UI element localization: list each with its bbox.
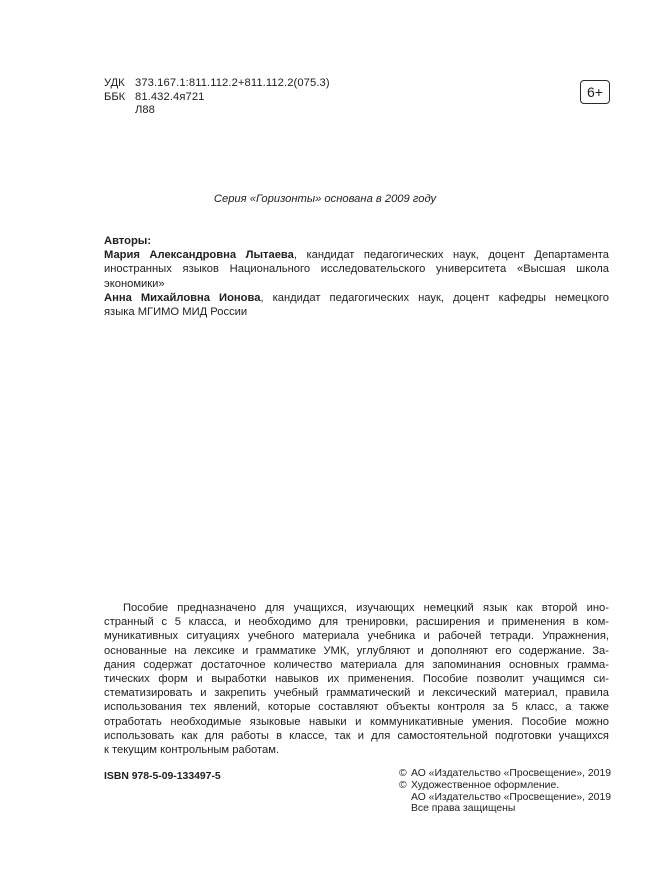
- author1-line3: экономики»: [104, 277, 165, 290]
- bbk-value: 81.432.4я721: [135, 90, 205, 103]
- authors-heading: Авторы:: [104, 235, 152, 247]
- annotation-line: дания содержат достаточное количество материала для запоминания основных граммa-: [104, 658, 609, 671]
- authors-block: [104, 234, 609, 319]
- annotation-line: использовать как для работы в классе, так и для самостоятельной подготовки учащихся: [104, 729, 609, 742]
- series-note: Серия «Горизонты» основана в 2009 году: [213, 193, 437, 205]
- annotation-line: Пособие предназначено для учащихся, изучающих немецкий язык как второй ино-: [123, 602, 609, 614]
- author1-line2: иностранных языков Национального исследовательского университета «Высшая школа: [104, 263, 609, 276]
- annotation-paragraph: [104, 601, 609, 757]
- isbn-label: ISBN: [104, 771, 129, 782]
- udk-label: УДК: [104, 77, 125, 89]
- udk-row: [104, 77, 330, 91]
- copyright-icon: ©: [399, 768, 407, 779]
- copyright-text-3: АО «Издательство «Просвещение», 2019: [411, 791, 612, 803]
- author2-description: , кандидат педагогических наук, доцент кафедры немецкого: [260, 291, 609, 304]
- annotation-line: тических форм и выработки навыков их применения. Пособие позволит учащимся си-: [104, 673, 609, 686]
- isbn-value: 978-5-09-133497-5: [131, 771, 221, 782]
- annotation-line: к текущим контрольным работам.: [104, 744, 280, 757]
- author2-name: Анна Михайловна Ионова: [104, 291, 261, 304]
- annotation-line: муникативных ситуациях учебного материала учебника и рабочей тетради. Упражнения,: [104, 630, 609, 643]
- copyright-icon: ©: [399, 779, 407, 791]
- classification-block: [104, 77, 330, 118]
- copyright-text-4: Все права защищены: [411, 803, 516, 815]
- author-mark: Л88: [135, 104, 155, 117]
- author1-name: Мария Александровна Лытаева: [104, 249, 294, 262]
- author2-line2: языка МГИМО МИД России: [104, 306, 248, 319]
- annotation-line: отработать необходимые языковые навыки и коммуникативные умения. Пособие можно: [104, 715, 609, 728]
- isbn: [104, 770, 221, 784]
- annotation-line: стематизировать и закрепить учебный грамматический и лексический материал, правила: [104, 687, 609, 700]
- bbk-label: ББК: [104, 90, 126, 103]
- author2-line1: [104, 291, 609, 305]
- copyright-line: [399, 780, 611, 792]
- copyright-text-1: АО «Издательство «Просвещение», 2019: [411, 768, 612, 779]
- bbk-row: [104, 91, 330, 105]
- author1-description: , кандидат педагогических наук, доцент Департамента: [293, 249, 609, 262]
- annotation-line: основанные на лексике и грамматике УМК, углубляют и дополняют его содержание. За-: [104, 644, 609, 657]
- author1-line1: [104, 248, 609, 262]
- udk-value: 373.167.1:811.112.2+811.112.2(075.3): [135, 77, 330, 89]
- copyright-line: [399, 768, 611, 780]
- annotation-line: использования тех явлений, которые составляют объекты контроля за 5 класс, а также: [104, 701, 609, 714]
- annotation-line: странный с 5 класса, и необходимо для тренировки, расширения и применения в ком-: [104, 616, 609, 629]
- age-rating-badge: 6+: [580, 80, 610, 104]
- copyright-text-2: Художественное оформление.: [411, 779, 560, 791]
- copyright-block: [399, 768, 611, 815]
